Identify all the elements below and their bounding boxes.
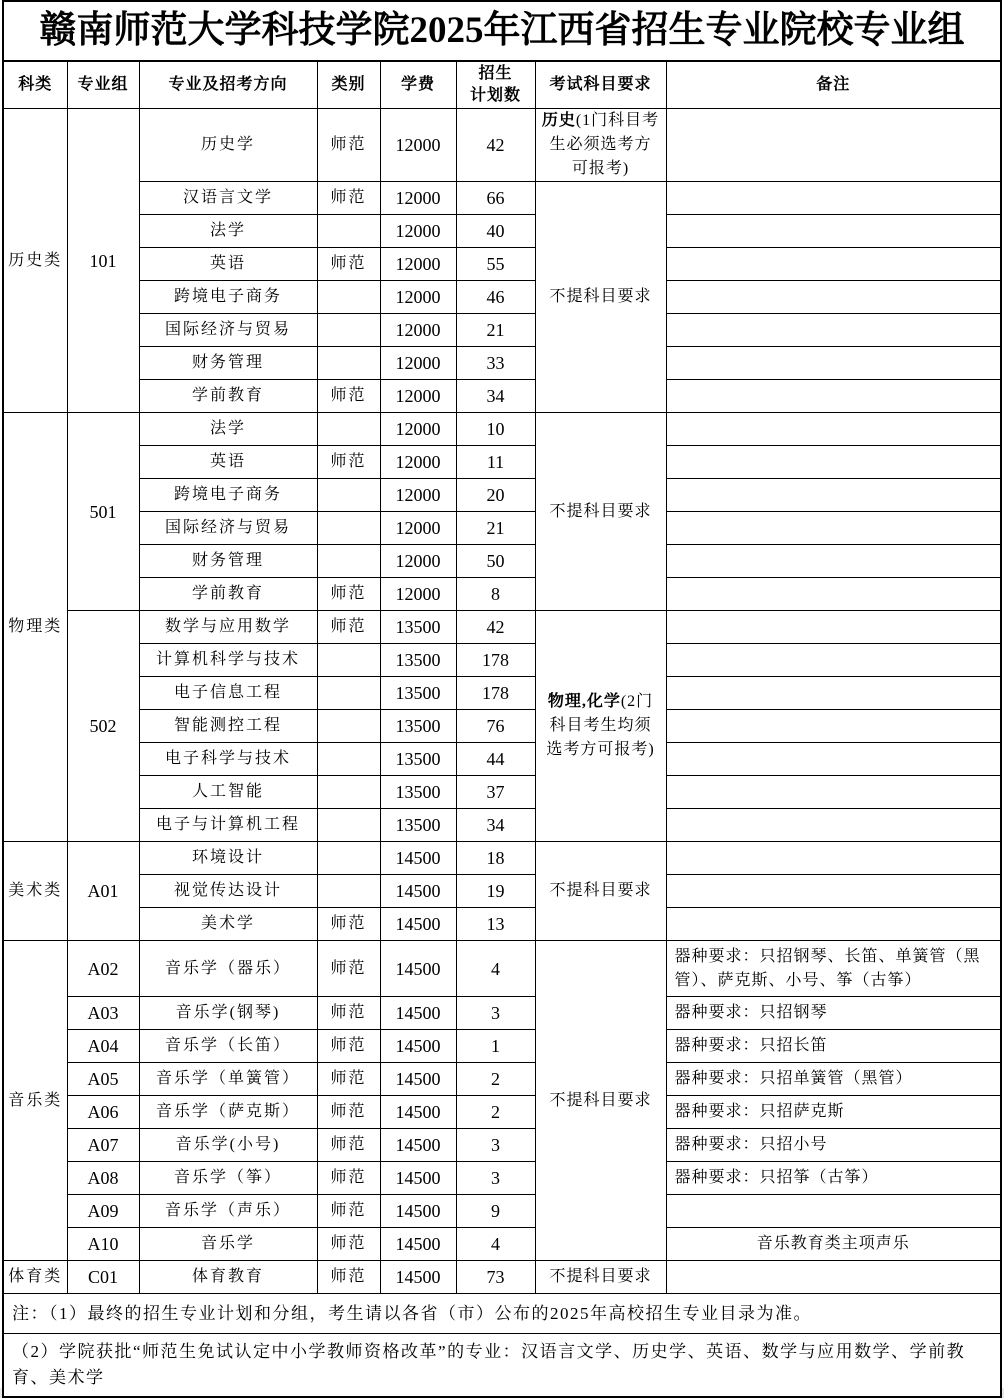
type-cell — [317, 413, 380, 446]
major-cell: 美术学 — [139, 908, 317, 941]
tuition-cell: 14500 — [380, 875, 456, 908]
type-cell — [317, 809, 380, 842]
plan-cell: 44 — [456, 743, 535, 776]
remark-cell: 器种要求：只招钢琴 — [666, 997, 1001, 1030]
table-row — [3, 479, 1001, 512]
table-row — [3, 512, 1001, 545]
major-cell: 跨境电子商务 — [139, 281, 317, 314]
group-cell: A10 — [67, 1228, 139, 1261]
tuition-cell: 12000 — [380, 215, 456, 248]
remark-cell — [666, 281, 1001, 314]
remark-cell — [666, 413, 1001, 446]
tuition-cell: 14500 — [380, 1030, 456, 1063]
major-cell: 音乐学（单簧管） — [139, 1063, 317, 1096]
major-cell: 历史学 — [139, 109, 317, 182]
type-cell — [317, 479, 380, 512]
group-cell: A03 — [67, 997, 139, 1030]
table-row — [3, 611, 1001, 644]
group-cell: A08 — [67, 1162, 139, 1195]
major-cell: 视觉传达设计 — [139, 875, 317, 908]
plan-cell: 2 — [456, 1096, 535, 1129]
remark-cell — [666, 842, 1001, 875]
footnote-2: （2）学院获批“师范生免试认定中小学教师资格改革”的专业：汉语言文学、历史学、英语、数学与应用数学、学前教育、美术学 — [3, 1334, 1001, 1398]
type-cell: 师范 — [317, 1261, 380, 1294]
table-row — [3, 776, 1001, 809]
table-row — [3, 446, 1001, 479]
remark-cell — [666, 215, 1001, 248]
table-row — [3, 1030, 1001, 1063]
major-cell: 学前教育 — [139, 578, 317, 611]
plan-cell: 11 — [456, 446, 535, 479]
plan-cell: 4 — [456, 1228, 535, 1261]
table-row — [3, 380, 1001, 413]
table-row — [3, 347, 1001, 380]
tuition-cell: 12000 — [380, 347, 456, 380]
major-cell: 财务管理 — [139, 545, 317, 578]
type-cell — [317, 743, 380, 776]
type-cell: 师范 — [317, 941, 380, 997]
remark-cell: 器种要求：只招小号 — [666, 1129, 1001, 1162]
type-cell — [317, 512, 380, 545]
major-cell: 音乐学（萨克斯） — [139, 1096, 317, 1129]
tuition-cell: 14500 — [380, 908, 456, 941]
type-cell — [317, 710, 380, 743]
type-cell: 师范 — [317, 1162, 380, 1195]
tuition-cell: 12000 — [380, 578, 456, 611]
plan-cell: 1 — [456, 1030, 535, 1063]
type-cell: 师范 — [317, 997, 380, 1030]
plan-cell: 42 — [456, 109, 535, 182]
exam-cell: 不提科目要求 — [535, 1261, 666, 1294]
footnote-row — [3, 1294, 1001, 1334]
tuition-cell: 13500 — [380, 644, 456, 677]
type-cell — [317, 875, 380, 908]
type-cell — [317, 842, 380, 875]
remark-cell — [666, 446, 1001, 479]
remark-cell — [666, 677, 1001, 710]
exam-cell: 不提科目要求 — [535, 182, 666, 413]
major-cell: 智能测控工程 — [139, 710, 317, 743]
remark-cell — [666, 809, 1001, 842]
tuition-cell: 12000 — [380, 413, 456, 446]
group-cell: A04 — [67, 1030, 139, 1063]
table-row — [3, 908, 1001, 941]
table-row — [3, 875, 1001, 908]
admissions-table — [2, 0, 1002, 1398]
major-cell: 音乐学（筝） — [139, 1162, 317, 1195]
tuition-cell: 12000 — [380, 446, 456, 479]
group-cell: 501 — [67, 413, 139, 611]
major-cell: 法学 — [139, 215, 317, 248]
tuition-cell: 12000 — [380, 109, 456, 182]
remark-cell — [666, 109, 1001, 182]
tuition-cell: 14500 — [380, 842, 456, 875]
tuition-cell: 13500 — [380, 809, 456, 842]
major-cell: 英语 — [139, 446, 317, 479]
tuition-cell: 12000 — [380, 380, 456, 413]
tuition-cell: 12000 — [380, 248, 456, 281]
tuition-cell: 12000 — [380, 479, 456, 512]
tuition-cell: 13500 — [380, 743, 456, 776]
tuition-cell: 13500 — [380, 611, 456, 644]
table-row — [3, 1228, 1001, 1261]
remark-cell: 音乐教育类主项声乐 — [666, 1228, 1001, 1261]
plan-cell: 46 — [456, 281, 535, 314]
remark-cell — [666, 743, 1001, 776]
remark-cell — [666, 248, 1001, 281]
plan-cell: 76 — [456, 710, 535, 743]
tuition-cell: 13500 — [380, 677, 456, 710]
group-cell: A02 — [67, 941, 139, 997]
plan-cell: 3 — [456, 1129, 535, 1162]
col-header-exam: 考试科目要求 — [535, 61, 666, 109]
remark-cell — [666, 908, 1001, 941]
group-cell: A09 — [67, 1195, 139, 1228]
col-header-category: 科类 — [3, 61, 67, 109]
group-cell: A05 — [67, 1063, 139, 1096]
category-cell: 音乐类 — [3, 941, 67, 1261]
table-row — [3, 413, 1001, 446]
plan-cell: 66 — [456, 182, 535, 215]
type-cell: 师范 — [317, 1063, 380, 1096]
group-cell: A06 — [67, 1096, 139, 1129]
remark-cell — [666, 545, 1001, 578]
plan-cell: 73 — [456, 1261, 535, 1294]
type-cell — [317, 545, 380, 578]
plan-cell: 21 — [456, 512, 535, 545]
plan-cell: 8 — [456, 578, 535, 611]
category-cell: 历史类 — [3, 109, 67, 413]
remark-cell — [666, 314, 1001, 347]
type-cell: 师范 — [317, 1228, 380, 1261]
exam-cell: 历史(1门科目考生必须选考方可报考) — [535, 109, 666, 182]
table-row — [3, 215, 1001, 248]
table-row — [3, 1063, 1001, 1096]
tuition-cell: 12000 — [380, 545, 456, 578]
type-cell: 师范 — [317, 1195, 380, 1228]
col-header-tuition: 学费 — [380, 61, 456, 109]
exam-cell: 不提科目要求 — [535, 413, 666, 611]
type-cell: 师范 — [317, 1030, 380, 1063]
plan-cell: 19 — [456, 875, 535, 908]
remark-cell — [666, 578, 1001, 611]
major-cell: 音乐学（声乐） — [139, 1195, 317, 1228]
major-cell: 电子与计算机工程 — [139, 809, 317, 842]
major-cell: 财务管理 — [139, 347, 317, 380]
table-row — [3, 710, 1001, 743]
major-cell: 环境设计 — [139, 842, 317, 875]
major-cell: 人工智能 — [139, 776, 317, 809]
major-cell: 音乐学（长笛） — [139, 1030, 317, 1063]
remark-cell: 器种要求：只招长笛 — [666, 1030, 1001, 1063]
major-cell: 音乐学（器乐） — [139, 941, 317, 997]
col-header-type: 类别 — [317, 61, 380, 109]
tuition-cell: 12000 — [380, 281, 456, 314]
major-cell: 汉语言文学 — [139, 182, 317, 215]
major-cell: 国际经济与贸易 — [139, 512, 317, 545]
remark-cell — [666, 776, 1001, 809]
type-cell: 师范 — [317, 248, 380, 281]
category-cell: 体育类 — [3, 1261, 67, 1294]
remark-cell — [666, 644, 1001, 677]
type-cell — [317, 215, 380, 248]
plan-cell: 21 — [456, 314, 535, 347]
plan-cell: 33 — [456, 347, 535, 380]
type-cell — [317, 776, 380, 809]
plan-cell: 4 — [456, 941, 535, 997]
table-row — [3, 109, 1001, 182]
remark-cell — [666, 512, 1001, 545]
tuition-cell: 12000 — [380, 182, 456, 215]
type-cell — [317, 314, 380, 347]
tuition-cell: 14500 — [380, 1063, 456, 1096]
table-row — [3, 941, 1001, 997]
remark-cell: 器种要求：只招单簧管（黑管） — [666, 1063, 1001, 1096]
major-cell: 音乐学 — [139, 1228, 317, 1261]
plan-cell: 9 — [456, 1195, 535, 1228]
major-cell: 国际经济与贸易 — [139, 314, 317, 347]
major-cell: 跨境电子商务 — [139, 479, 317, 512]
major-cell: 数学与应用数学 — [139, 611, 317, 644]
type-cell: 师范 — [317, 578, 380, 611]
tuition-cell: 13500 — [380, 776, 456, 809]
tuition-cell: 14500 — [380, 997, 456, 1030]
tuition-cell: 14500 — [380, 1096, 456, 1129]
exam-cell: 不提科目要求 — [535, 941, 666, 1261]
type-cell: 师范 — [317, 1129, 380, 1162]
col-header-remark: 备注 — [666, 61, 1001, 109]
tuition-cell: 14500 — [380, 941, 456, 997]
category-cell: 美术类 — [3, 842, 67, 941]
table-row — [3, 1261, 1001, 1294]
remark-cell — [666, 1195, 1001, 1228]
type-cell — [317, 347, 380, 380]
plan-cell: 178 — [456, 644, 535, 677]
type-cell: 师范 — [317, 109, 380, 182]
remark-cell — [666, 875, 1001, 908]
plan-cell: 40 — [456, 215, 535, 248]
major-cell: 计算机科学与技术 — [139, 644, 317, 677]
remark-cell: 器种要求：只招钢琴、长笛、单簧管（黑管）、萨克斯、小号、筝（古筝） — [666, 941, 1001, 997]
group-cell: A01 — [67, 842, 139, 941]
plan-cell: 3 — [456, 1162, 535, 1195]
plan-cell: 18 — [456, 842, 535, 875]
table-row — [3, 182, 1001, 215]
major-cell: 英语 — [139, 248, 317, 281]
table-row — [3, 644, 1001, 677]
table-row — [3, 545, 1001, 578]
table-row — [3, 578, 1001, 611]
table-row — [3, 248, 1001, 281]
table-row — [3, 842, 1001, 875]
remark-cell — [666, 347, 1001, 380]
tuition-cell: 14500 — [380, 1162, 456, 1195]
type-cell: 师范 — [317, 1096, 380, 1129]
type-cell — [317, 281, 380, 314]
plan-cell: 13 — [456, 908, 535, 941]
group-cell: C01 — [67, 1261, 139, 1294]
major-cell: 法学 — [139, 413, 317, 446]
col-header-group: 专业组 — [67, 61, 139, 109]
type-cell — [317, 677, 380, 710]
remark-cell — [666, 182, 1001, 215]
plan-cell: 20 — [456, 479, 535, 512]
table-row — [3, 1129, 1001, 1162]
table-row — [3, 809, 1001, 842]
remark-cell — [666, 479, 1001, 512]
major-cell: 学前教育 — [139, 380, 317, 413]
remark-cell — [666, 710, 1001, 743]
category-cell: 物理类 — [3, 413, 67, 842]
group-cell: 101 — [67, 109, 139, 413]
group-cell: 502 — [67, 611, 139, 842]
col-header-major: 专业及招考方向 — [139, 61, 317, 109]
plan-cell: 3 — [456, 997, 535, 1030]
header-row — [3, 61, 1001, 109]
group-cell: A07 — [67, 1129, 139, 1162]
type-cell: 师范 — [317, 380, 380, 413]
plan-cell: 34 — [456, 809, 535, 842]
plan-cell: 55 — [456, 248, 535, 281]
exam-cell: 物理,化学(2门科目考生均须选考方可报考) — [535, 611, 666, 842]
title-row — [3, 1, 1001, 61]
plan-cell: 10 — [456, 413, 535, 446]
tuition-cell: 14500 — [380, 1195, 456, 1228]
major-cell: 电子科学与技术 — [139, 743, 317, 776]
tuition-cell: 14500 — [380, 1228, 456, 1261]
major-cell: 音乐学(小号) — [139, 1129, 317, 1162]
table-row — [3, 281, 1001, 314]
type-cell: 师范 — [317, 908, 380, 941]
plan-cell: 42 — [456, 611, 535, 644]
table-row — [3, 1195, 1001, 1228]
col-header-plan: 招生 计划数 — [456, 61, 535, 109]
type-cell: 师范 — [317, 182, 380, 215]
tuition-cell: 12000 — [380, 512, 456, 545]
table-row — [3, 314, 1001, 347]
table-row — [3, 997, 1001, 1030]
remark-cell — [666, 380, 1001, 413]
type-cell: 师范 — [317, 446, 380, 479]
major-cell: 音乐学(钢琴) — [139, 997, 317, 1030]
footnote-row — [3, 1334, 1001, 1398]
table-row — [3, 1162, 1001, 1195]
remark-cell: 器种要求：只招筝（古筝） — [666, 1162, 1001, 1195]
major-cell: 体育教育 — [139, 1261, 317, 1294]
exam-cell: 不提科目要求 — [535, 842, 666, 941]
remark-cell — [666, 611, 1001, 644]
footnote-1: 注：（1）最终的招生专业计划和分组，考生请以各省（市）公布的2025年高校招生专业目录为准。 — [3, 1294, 1001, 1334]
plan-cell: 34 — [456, 380, 535, 413]
plan-cell: 50 — [456, 545, 535, 578]
type-cell: 师范 — [317, 611, 380, 644]
table-row — [3, 677, 1001, 710]
table-row — [3, 1096, 1001, 1129]
page-title: 赣南师范大学科技学院2025年江西省招生专业院校专业组 — [3, 1, 1001, 61]
type-cell — [317, 644, 380, 677]
plan-cell: 178 — [456, 677, 535, 710]
remark-cell: 器种要求：只招萨克斯 — [666, 1096, 1001, 1129]
plan-cell: 2 — [456, 1063, 535, 1096]
table-row — [3, 743, 1001, 776]
major-cell: 电子信息工程 — [139, 677, 317, 710]
tuition-cell: 14500 — [380, 1129, 456, 1162]
tuition-cell: 12000 — [380, 314, 456, 347]
tuition-cell: 14500 — [380, 1261, 456, 1294]
plan-cell: 37 — [456, 776, 535, 809]
remark-cell — [666, 1261, 1001, 1294]
tuition-cell: 13500 — [380, 710, 456, 743]
